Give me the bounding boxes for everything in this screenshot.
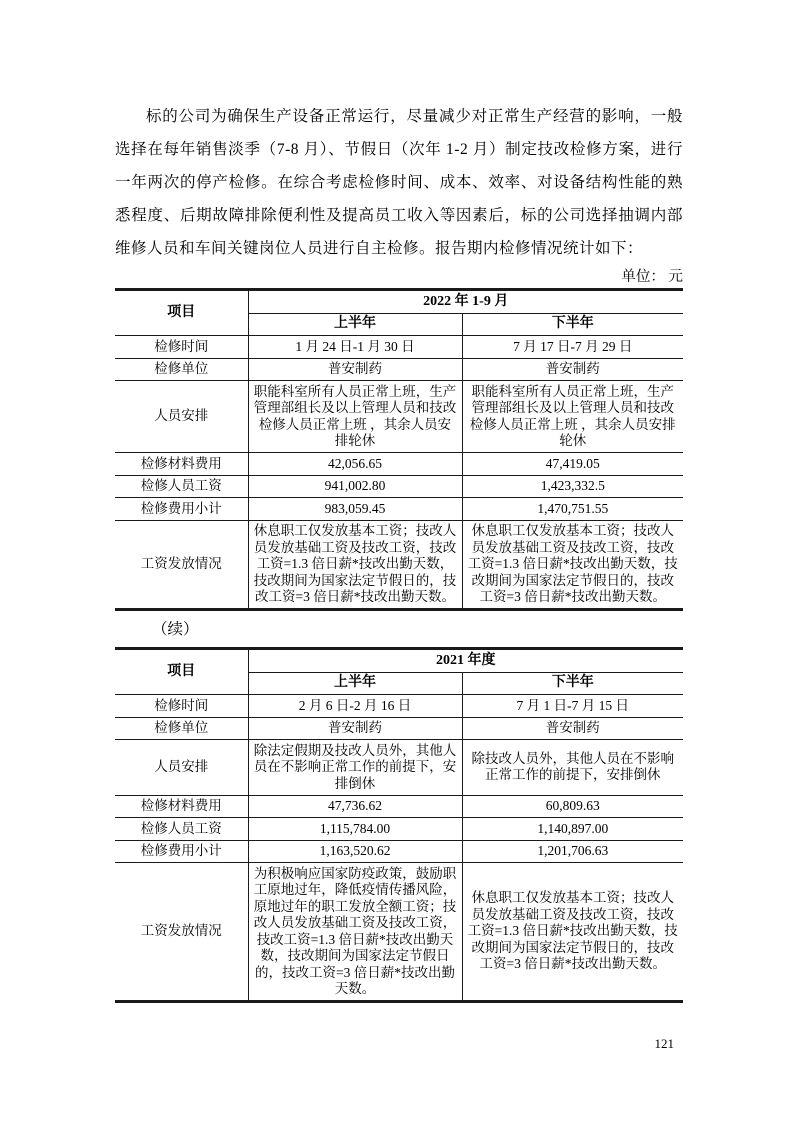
row-label: 检修材料费用 [115,795,248,818]
continued-label: （续） [152,621,199,638]
second-half-cell: 普安制药 [462,717,683,740]
column-header-second-half: 下半年 [462,313,683,336]
first-half-cell: 除法定假期及技改人员外，其他人员在不影响正常工作的前提下，安排倒休 [248,740,462,796]
column-header-first-half: 上半年 [248,672,462,695]
table-row [115,453,683,476]
row-label: 人员安排 [115,740,248,796]
first-half-cell: 普安制药 [248,717,462,740]
second-half-cell: 休息职工仅发放基本工资；技改人员发放基础工资及技改工资，技改工资=1.3 倍日薪*技改出勤天数，技改期间为国家法定节假日的，技改工资=3 倍日薪*技改出勤天数。 [462,863,683,1002]
second-half-cell: 1,140,897.00 [462,818,683,841]
row-label: 检修时间 [115,336,248,359]
table-row [115,863,683,1002]
row-label: 工资发放情况 [115,520,248,610]
first-half-cell: 1,163,520.62 [248,840,462,863]
first-half-cell: 休息职工仅发放基本工资；技改人员发放基础工资及技改工资，技改工资=1.3 倍日薪*技改出勤天数，技改期间为国家法定节假日的，技改工资=3 倍日薪*技改出勤天数。 [248,520,462,610]
table-row [115,717,683,740]
second-half-cell: 职能科室所有人员正常上班，生产管理部组长及以上管理人员和技改检修人员正常上班 ，其余人员安排轮休 [462,381,683,453]
maintenance-table-2022 [115,288,683,611]
row-label: 检修时间 [115,695,248,718]
row-label: 检修人员工资 [115,475,248,498]
table-row [115,336,683,359]
second-half-cell: 7 月 17 日-7 月 29 日 [462,336,683,359]
table-header-row [115,649,683,673]
intro-paragraph: 标的公司为确保生产设备正常运行，尽量减少对正常生产经营的影响，一般选择在每年销售淡季（7-8 月）、节假日（次年 1-2 月）制定技改检修方案，进行一年两次的停产检修。在综合考虑检修时间、成本、效率、对设备结构性能的熟悉程度、后期故障排除便利性及提高员工收入等因素后，标的公司选择抽调内部维修人员和车间关键岗位人员进行自主检修。报告期内检修情况统计如下： [115,108,683,257]
column-header-item: 项目 [115,649,248,695]
second-half-cell: 60,809.63 [462,795,683,818]
table-row [115,498,683,521]
unit-label: 单位： 元 [621,269,683,285]
first-half-cell: 普安制药 [248,358,462,381]
column-header-second-half: 下半年 [462,672,683,695]
first-half-cell: 职能科室所有人员正常上班，生产管理部组长及以上管理人员和技改检修人员正常上班 ，其余人员安排轮休 [248,381,462,453]
table-row [115,475,683,498]
table-row [115,795,683,818]
row-label: 人员安排 [115,381,248,453]
first-half-cell: 1 月 24 日-1 月 30 日 [248,336,462,359]
table-row [115,740,683,796]
first-half-cell: 1,115,784.00 [248,818,462,841]
table-row [115,840,683,863]
first-half-cell: 42,056.65 [248,453,462,476]
column-header-period: 2022 年 1-9 月 [248,290,683,314]
table-row [115,358,683,381]
row-label: 检修材料费用 [115,453,248,476]
first-half-cell: 为积极响应国家防疫政策，鼓励职工原地过年，降低疫情传播风险，原地过年的职工发放全额工资；技改人员发放基础工资及技改工资，技改工资=1.3 倍日薪*技改出勤天数，技改期间为国家法定节假日的，技改工资=3 倍日薪*技改出勤天数。 [248,863,462,1002]
second-half-cell: 47,419.05 [462,453,683,476]
page-number: 121 [654,1036,674,1051]
maintenance-table-2021 [115,647,683,1003]
column-header-period: 2021 年度 [248,649,683,673]
table-header-row [115,290,683,314]
first-half-cell: 47,736.62 [248,795,462,818]
row-label: 检修人员工资 [115,818,248,841]
row-label: 检修单位 [115,358,248,381]
row-label: 工资发放情况 [115,863,248,1002]
second-half-cell: 休息职工仅发放基本工资；技改人员发放基础工资及技改工资，技改工资=1.3 倍日薪*技改出勤天数，技改期间为国家法定节假日的，技改工资=3 倍日薪*技改出勤天数。 [462,520,683,610]
table-row [115,818,683,841]
second-half-cell: 1,423,332.5 [462,475,683,498]
page-content [115,100,683,1003]
second-half-cell: 7 月 1 日-7 月 15 日 [462,695,683,718]
second-half-cell: 1,201,706.63 [462,840,683,863]
second-half-cell: 普安制药 [462,358,683,381]
row-label: 检修单位 [115,717,248,740]
column-header-first-half: 上半年 [248,313,462,336]
first-half-cell: 941,002.80 [248,475,462,498]
first-half-cell: 983,059.45 [248,498,462,521]
table-row [115,520,683,610]
row-label: 检修费用小计 [115,498,248,521]
column-header-item: 项目 [115,290,248,336]
table-row [115,381,683,453]
first-half-cell: 2 月 6 日-2 月 16 日 [248,695,462,718]
row-label: 检修费用小计 [115,840,248,863]
second-half-cell: 1,470,751.55 [462,498,683,521]
second-half-cell: 除技改人员外，其他人员在不影响正常工作的前提下，安排倒休 [462,740,683,796]
table-row [115,695,683,718]
